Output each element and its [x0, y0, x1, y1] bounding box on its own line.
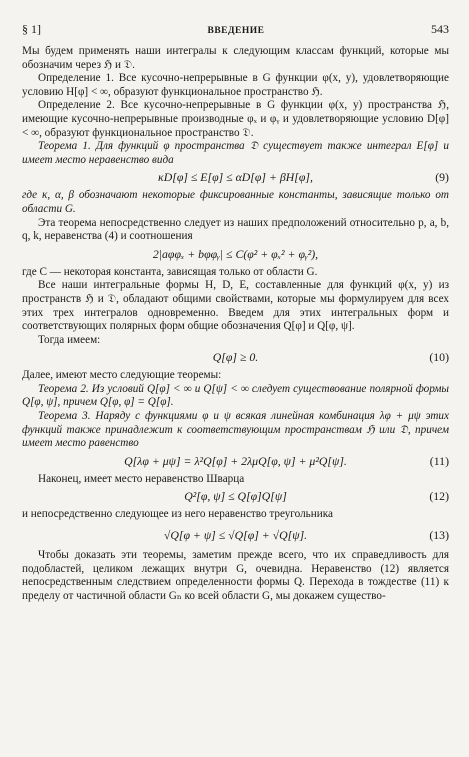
paragraph-further: Далее, имеют место следующие теоремы:	[22, 369, 222, 382]
paragraph-proof: Чтобы доказать эти теоремы, заметим прежде всего, что их справедливость для подобластей, целиком лежащих внутри G, очевидна. Неравенство (12) является непосредственным следствием определенности формы Q. Перехода в тождестве (11) к пределу от частичной области Gₙ ко всей области G, мы докажем существо-	[22, 549, 449, 602]
equation-11-body: Q[λφ + μψ] = λ²Q[φ] + 2λμQ[φ, ψ] + μ²Q[ψ].	[124, 453, 347, 468]
equation-13-body: √Q[φ + ψ] ≤ √Q[φ] + √Q[ψ].	[163, 527, 308, 542]
running-header	[22, 22, 449, 37]
equation-9	[22, 169, 449, 186]
paragraph-constants: где κ, α, β обозначают некоторые фиксированные константы, зависящие только от области G.	[22, 189, 449, 215]
paragraph-triangle-intro: и непосредственно следующее из него неравенство треугольника	[22, 508, 333, 521]
equation-12-body: Q²[φ, ψ] ≤ Q[φ]Q[ψ]	[184, 489, 287, 504]
chapter-title: ВВЕДЕНИЕ	[207, 26, 265, 36]
page-number: 543	[431, 22, 449, 36]
equation-11	[22, 453, 449, 470]
equation-9-body: κD[φ] ≤ E[φ] ≤ αD[φ] + βH[φ],	[158, 170, 313, 185]
definition-2: Определение 2. Все кусочно-непрерывные в G функции φ(x, y) пространства ℌ, имеющие кусочно-непрерывные производные φₓ и φᵧ и удовлетворяющие условию D[φ] < ∞, образуют функциональное пространство 𝔇.	[22, 99, 449, 139]
equation-12	[22, 488, 449, 505]
equation-9-number: (9)	[435, 170, 449, 185]
equation-10	[22, 349, 449, 366]
paragraph-proof-hint: Эта теорема непосредственно следует из наших предположений относительно p, a, b, q, k, неравенства (4) и соотношения	[22, 216, 449, 243]
paragraph-intro: Мы будем применять наши интегралы к следующим классам функций, которые мы обозначим через ℌ и 𝔇.	[22, 45, 449, 71]
theorem-1: Теорема 1. Для функций φ пространства 𝔇 существует также интеграл E[φ] и имеет место неравенство вида	[22, 140, 449, 166]
section-marker: § 1]	[22, 22, 41, 36]
equation-11-number: (11)	[429, 453, 449, 468]
equation-13-number: (13)	[429, 527, 449, 542]
paragraph-schwarz-intro: Наконец, имеет место неравенство Шварца	[38, 472, 245, 485]
equation-10-body: Q[φ] ≥ 0.	[212, 350, 259, 365]
theorem-2: Теорема 2. Из условий Q[φ] < ∞ и Q[ψ] < ∞ следует существование полярной формы Q[φ, ψ], причем Q[φ, φ] = Q[φ].	[22, 382, 449, 409]
equation-10-number: (10)	[429, 350, 449, 365]
equation-relation-body: 2|aφφₓ + bφφᵧ| ≤ C(φ² + φₓ² + φᵧ²),	[152, 246, 319, 261]
equation-13	[22, 524, 449, 546]
equation-relation	[22, 246, 449, 263]
definition-1: Определение 1. Все кусочно-непрерывные в G функции φ(x, y), удовлетворяющие условию H[φ] < ∞, образуют функциональное пространство ℌ.	[22, 72, 449, 98]
equation-12-number: (12)	[429, 489, 449, 504]
paragraph-forms: Все наши интегральные формы H, D, E, составленные для функций φ(x, y) из пространств ℌ и 𝔇, обладают общими свойствами, которые мы формулируем для всех этих трех интегралов одновременно. Введем для этих интегральных форм и соответствующих полярных форм общие обозначения Q[φ] и Q[φ, ψ].	[22, 279, 449, 333]
paragraph-constant-c: где C — некоторая константа, зависящая только от области G.	[22, 265, 318, 278]
paragraph-then: Тогда имеем:	[38, 333, 101, 346]
theorem-3: Теорема 3. Наряду с функциями φ и ψ всякая линейная комбинация λφ + μψ этих функций также принадлежит к соответствующим пространствам ℌ или 𝔇, причем имеет место равенство	[22, 410, 449, 450]
